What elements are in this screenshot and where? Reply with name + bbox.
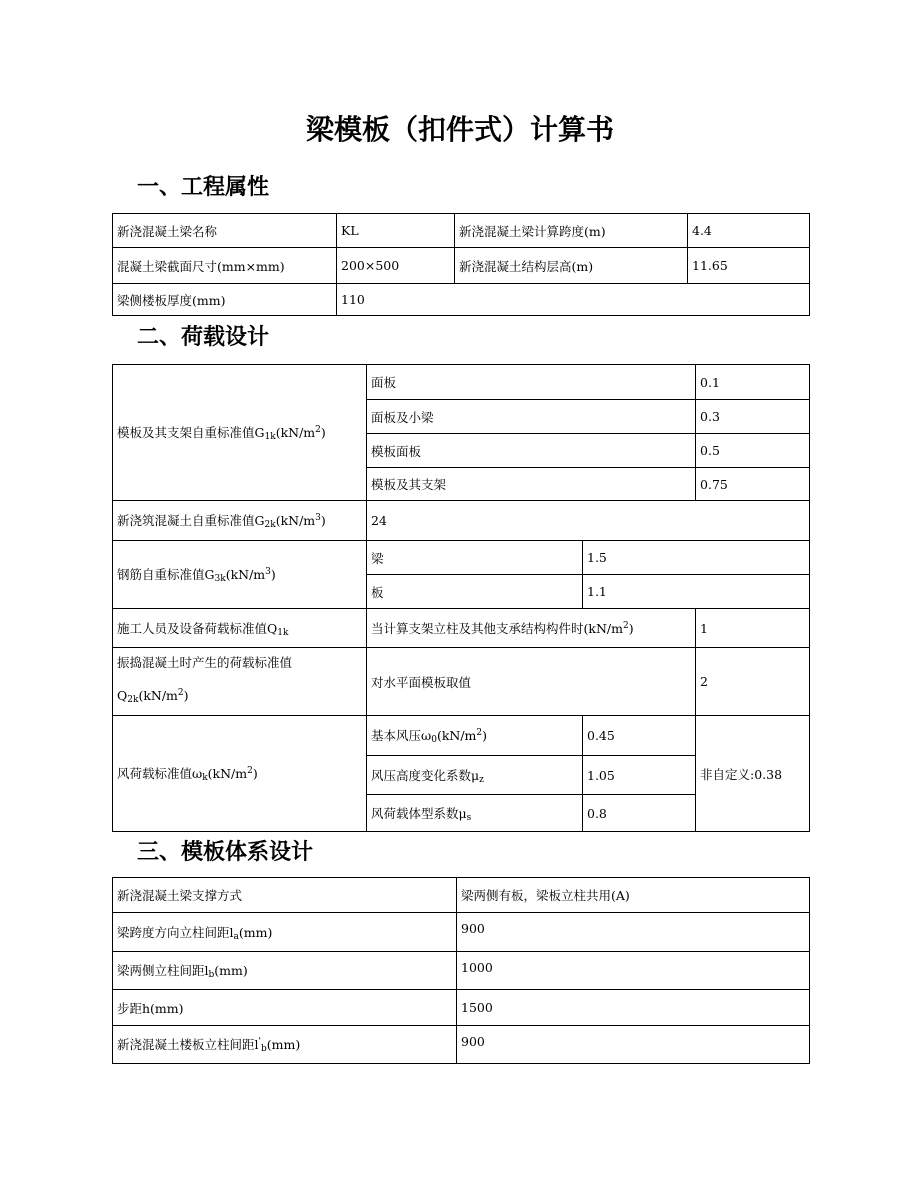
cell-value: 1.1 xyxy=(583,575,810,609)
cell-value: 900 xyxy=(457,913,810,952)
table-row xyxy=(113,648,810,716)
g1k-label-cell: 模板及其支架自重标准值$G_{1k}(kN/m^2)$ xyxy=(113,365,367,501)
cell-label: 模板面板 xyxy=(367,434,696,468)
cell-value: 200×500 xyxy=(337,248,455,284)
project-table xyxy=(112,213,810,316)
table-row xyxy=(113,609,810,648)
cell-label: 面板 xyxy=(367,365,696,400)
load-table xyxy=(112,364,810,832)
cell-value: 梁两侧有板，梁板立柱共用(A) xyxy=(457,878,810,913)
table-row xyxy=(113,716,810,756)
muz-label-cell: 风压高度变化系数$\mu_z$ xyxy=(367,756,583,795)
cell-value: 0.45 xyxy=(583,716,696,756)
q1k-desc-cell: 当计算支架立柱及其他支承结构构件时$(kN/m^2)$ xyxy=(367,609,696,648)
cell-label: 梁侧楼板厚度(mm) xyxy=(113,284,337,316)
lb-label-cell: 梁两侧立柱间距$l_b(mm)$ xyxy=(113,952,457,990)
cell-label: 新浇混凝土梁名称 xyxy=(113,214,337,248)
cell-label: 梁 xyxy=(367,541,583,575)
cell-value: 0.1 xyxy=(696,365,810,400)
cell-value: 0.5 xyxy=(696,434,810,468)
table-row xyxy=(113,214,810,248)
table-row xyxy=(113,248,810,284)
g3k-label-cell: 钢筋自重标准值$G_{3k}(kN/m^3)$ xyxy=(113,541,367,609)
cell-value: 1.5 xyxy=(583,541,810,575)
cell-label: 新浇混凝土结构层高(m) xyxy=(455,248,688,284)
cell-value: 11.65 xyxy=(688,248,810,284)
cell-label: 模板及其支架 xyxy=(367,468,696,501)
cell-label: 新浇混凝土梁支撑方式 xyxy=(113,878,457,913)
g2k-label-cell: 新浇筑混凝土自重标准值$G_{2k}(kN/m^3)$ xyxy=(113,501,367,541)
cell-label: 步距h(mm) xyxy=(113,990,457,1026)
cell-label: 板 xyxy=(367,575,583,609)
cell-value: 1000 xyxy=(457,952,810,990)
cell-value: 24 xyxy=(367,501,810,541)
cell-value: 110 xyxy=(337,284,810,316)
cell-label: 混凝土梁截面尺寸(mm×mm) xyxy=(113,248,337,284)
cell-value: 0.3 xyxy=(696,400,810,434)
w0-label-cell: 基本风压$\omega_0(kN/m^2)$ xyxy=(367,716,583,756)
page-title: 梁模板（扣件式）计算书 xyxy=(305,113,614,146)
cell-label: 新浇混凝土梁计算跨度(m) xyxy=(455,214,688,248)
cell-value: 4.4 xyxy=(688,214,810,248)
section-heading-system: 三、模板体系设计 xyxy=(137,840,314,865)
table-row xyxy=(113,365,810,400)
table-row xyxy=(113,952,810,990)
cell-value: 1.05 xyxy=(583,756,696,795)
cell-label: 对水平面模板取值 xyxy=(367,648,696,716)
mus-label-cell: 风荷载体型系数$\mu_s$ xyxy=(367,795,583,832)
cell-value: KL xyxy=(337,214,455,248)
table-row xyxy=(113,913,810,952)
cell-value: 2 xyxy=(696,648,810,716)
lb2-label-cell: 新浇混凝土楼板立柱间距$l'_b(mm)$ xyxy=(113,1026,457,1064)
table-row xyxy=(113,990,810,1026)
table-row xyxy=(113,878,810,913)
q2k-label-cell: 振捣混凝土时产生的荷载标准值 $Q_{2k}(kN/m^2)$ xyxy=(113,648,367,716)
cell-value: 1 xyxy=(696,609,810,648)
cell-value: 0.8 xyxy=(583,795,696,832)
la-label-cell: 梁跨度方向立柱间距$l_a(mm)$ xyxy=(113,913,457,952)
cell-label: 面板及小梁 xyxy=(367,400,696,434)
system-table xyxy=(112,877,810,1064)
cell-value: 0.75 xyxy=(696,468,810,501)
cell-value: 900 xyxy=(457,1026,810,1064)
table-row xyxy=(113,541,810,575)
cell-value: 1500 xyxy=(457,990,810,1026)
wk-label-cell: 风荷载标准值$\omega_k(kN/m^2)$ xyxy=(113,716,367,832)
wk-result-cell: 非自定义:0.38 xyxy=(696,716,810,832)
table-row xyxy=(113,1026,810,1064)
section-heading-project: 一、工程属性 xyxy=(137,175,270,200)
table-row xyxy=(113,284,810,316)
q1k-label-cell: 施工人员及设备荷载标准值$Q_{1k}$ xyxy=(113,609,367,648)
table-row xyxy=(113,501,810,541)
section-heading-load: 二、荷载设计 xyxy=(137,325,270,350)
